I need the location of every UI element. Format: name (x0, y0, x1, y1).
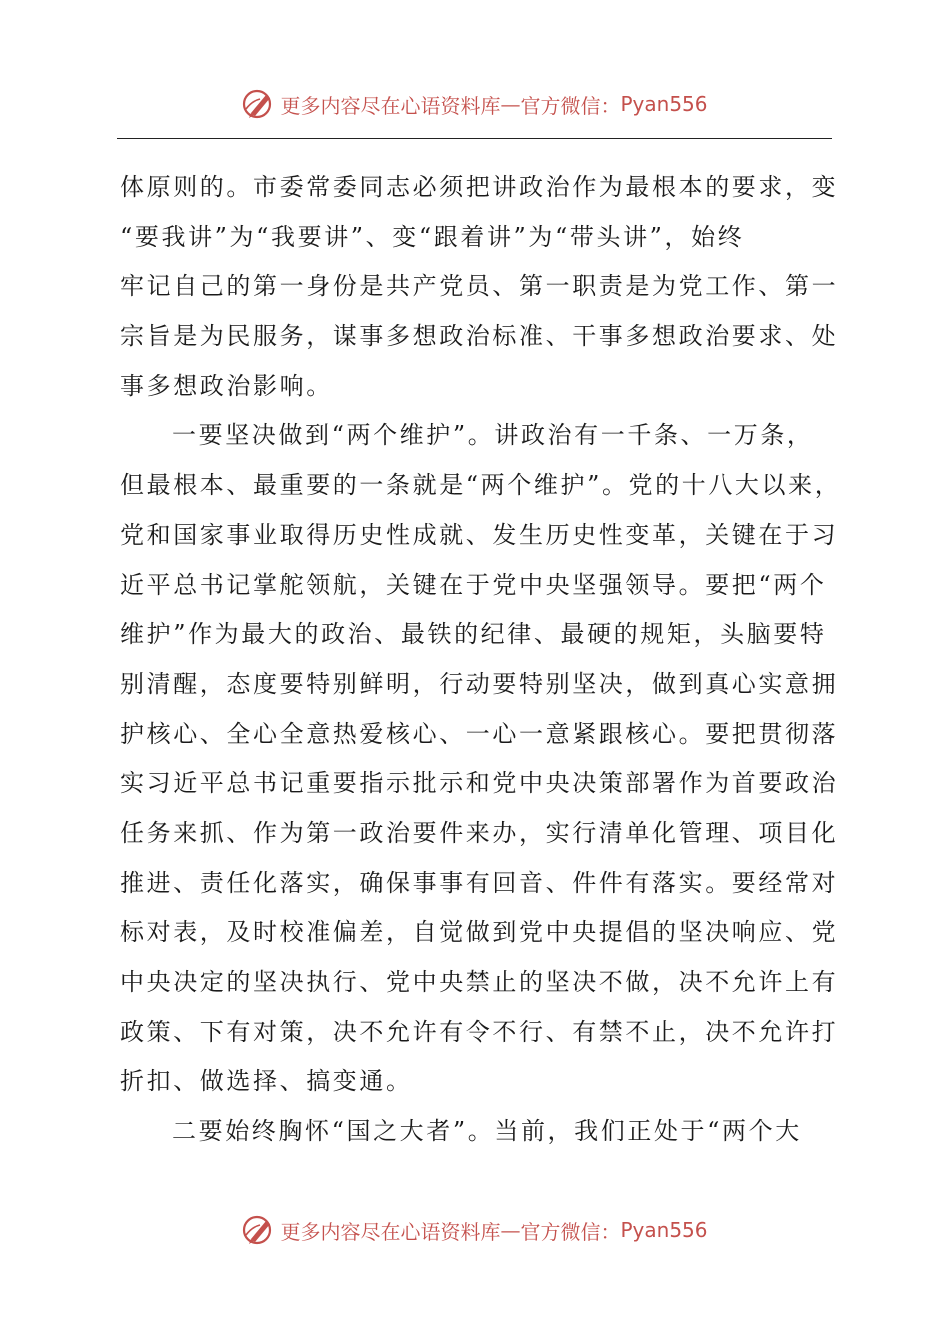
site-name: 更多内容尽在心语资料库 (280, 1219, 501, 1244)
pen-logo-icon (242, 87, 276, 121)
site-name: 更多内容尽在心语资料库 (280, 93, 501, 118)
paragraph-start-line: 一要坚决做到“两个维护”。讲政治有一千条、一万条， (172, 421, 814, 450)
separator-dash: — (500, 92, 521, 116)
separator-dash: — (500, 1218, 521, 1242)
text-line: 近平总书记掌舵领航，关键在于党中央坚强领导。要把“两个 (120, 570, 827, 599)
text-line: 中央决定的坚决执行、党中央禁止的坚决不做，决不允许上有 (120, 968, 839, 996)
paragraph-start-line: 二要始终胸怀“国之大者”。当前，我们正处于“两个大 (172, 1117, 802, 1146)
wechat-id: Pyan556 (620, 92, 708, 116)
wechat-id: Pyan556 (620, 1218, 708, 1242)
text-line: 政策、下有对策，决不允许有令不行、有禁不止，决不允许打 (120, 1017, 839, 1046)
text-line: 维护”作为最大的政治、最铁的纪律、最硬的规矩，头脑要特 (120, 620, 827, 649)
text-line: 党和国家事业取得历史性成就、发生历史性变革，关键在于习 (120, 520, 839, 549)
text-line: 事多想政治影响。 (120, 371, 333, 400)
footer-banner (0, 1210, 950, 1250)
text-line: 体原则的。市委常委同志必须把讲政治作为最根本的要求，变 (120, 173, 839, 201)
text-line: 推进、责任化落实，确保事事有回音、件件有落实。要经常对 (120, 868, 839, 897)
pen-logo-icon (242, 1213, 276, 1247)
text-line: 折扣、做选择、搞变通。 (120, 1067, 413, 1096)
text-line: 宗旨是为民服务，谋事多想政治标准、干事多想政治要求、处 (120, 322, 839, 351)
wechat-label: 官方微信： (520, 93, 621, 118)
text-line: 但最根本、最重要的一条就是“两个维护”。党的十八大以来， (120, 471, 842, 500)
header-divider (117, 138, 832, 139)
text-line: 任务来抓、作为第一政治要件来办，实行清单化管理、项目化 (120, 818, 839, 847)
document-body (120, 163, 842, 1157)
header-banner (0, 84, 950, 124)
text-line: 护核心、全心全意热爱核心、一心一意紧跟核心。要把贯彻落 (120, 719, 839, 748)
text-line: 实习近平总书记重要指示批示和党中央决策部署作为首要政治 (120, 769, 839, 798)
text-line: 标对表，及时校准偏差，自觉做到党中央提倡的坚决响应、党 (120, 918, 839, 947)
text-line: 牢记自己的第一身份是共产党员、第一职责是为党工作、第一 (120, 272, 839, 301)
text-line: 别清醒，态度要特别鲜明，行动要特别坚决，做到真心实意拥 (120, 669, 839, 698)
wechat-label: 官方微信： (520, 1219, 621, 1244)
text-line: “要我讲”为“我要讲”、变“跟着讲”为“带头讲”，始终 (120, 222, 745, 251)
